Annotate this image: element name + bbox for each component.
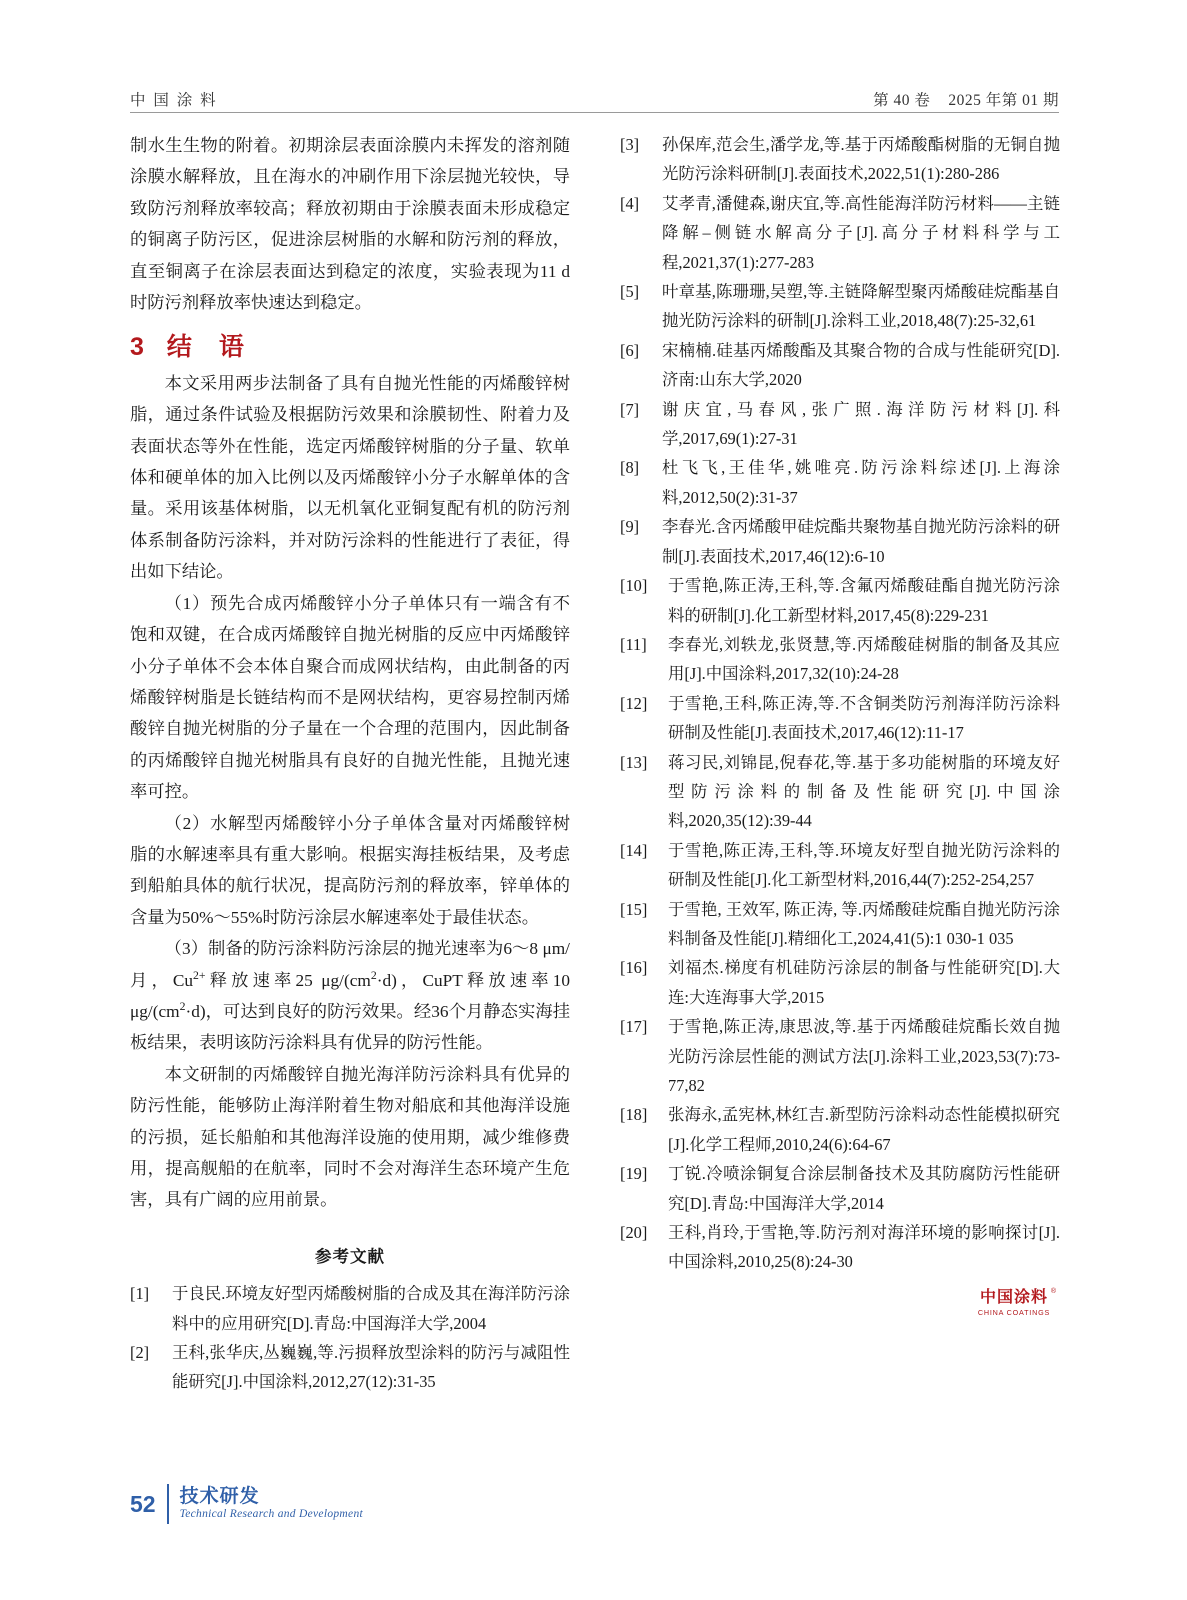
reference-item [620,130,1060,189]
section-heading [130,332,570,363]
reference-item [620,748,1060,836]
reference-number: [8] [620,458,640,478]
reference-item [620,689,1060,748]
reference-item [620,895,1060,954]
reference-number: [15] [620,899,648,919]
reference-text: 王科,肖玲,于雪艳,等.防污剂对海洋环境的影响探讨[J].中国涂料,2010,25(8):24-30 [668,1223,1060,1272]
section-number: 3 [130,333,145,362]
reference-item [130,1338,570,1397]
p4-sup2: 2 [370,968,377,982]
reference-text: 艾孝青,潘健森,谢庆宜,等.高性能海洋防污材料——主链降解–侧链水解高分子[J].高分子材料科学与工程,2021,37(1):277-283 [662,193,1060,272]
reference-item [620,1012,1060,1100]
reference-item [620,953,1060,1012]
reference-number: [10] [620,576,648,596]
logo-cn-text: 中国涂料 [979,1289,1048,1306]
reference-number: [19] [620,1164,648,1184]
reference-text: 于良民.环境友好型丙烯酸树脂的合成及其在海洋防污涂料中的应用研究[D].青岛:中国海洋大学,2004 [172,1284,570,1333]
reference-item [620,836,1060,895]
reference-item [620,1218,1060,1277]
reference-text: 于雪艳,陈正涛,康思波,等.基于丙烯酸硅烷酯长效自抛光防污涂层性能的测试方法[J].涂料工业,2023,53(7):73-77,82 [668,1017,1060,1095]
continued-paragraph: 制水生生物的附着。初期涂层表面涂膜内未挥发的溶剂随涂膜水解释放，且在海水的冲刷作用下涂层抛光较快，导致防污剂释放率较高；释放初期由于涂膜表面未形成稳定的铜离子防污区，促进涂层树脂的水解和防污剂的释放，直至铜离子在涂层表面达到稳定的浓度，实验表现为11 d时防污剂释放率快速达到稳定。 [130,136,570,313]
header-divider [130,112,1059,113]
p4-sup1: 2+ [193,968,206,982]
reference-item [620,571,1060,630]
reference-item [620,1100,1060,1159]
reference-number: [11] [620,634,647,654]
publisher-logo [968,1290,1060,1316]
reference-number: [1] [130,1284,150,1304]
section-title: 结 语 [166,333,254,362]
reference-number: [17] [620,1017,648,1037]
logo-english-name: CHINA COATINGS [977,1307,1051,1317]
reference-number: [6] [620,340,640,360]
p4-sup3: 2 [179,1000,186,1014]
reference-text: 蒋习民,刘锦昆,倪春花,等.基于多功能树脂的环境友好型防污涂料的制备及性能研究[J].中国涂料,2020,35(12):39-44 [668,752,1060,831]
reference-item [620,189,1060,277]
reference-number: [7] [620,399,640,419]
reference-text: 李春光.含丙烯酸甲硅烷酯共聚物基自抛光防污涂料的研制[J].表面技术,2017,46(12):6-10 [662,517,1060,566]
volume-label: 第 40 卷 [873,92,931,109]
p4-part2: 释放速率25 μg/(cm [205,970,371,990]
trademark-icon: ® [1050,1288,1057,1295]
reference-number: [20] [620,1223,648,1243]
running-header [130,80,1059,110]
reference-text: 杜飞飞,王佳华,姚唯亮.防污涂料综述[J].上海涂料,2012,50(2):31-37 [662,458,1060,507]
reference-text: 丁锐.冷喷涂铜复合涂层制备技术及其防腐防污性能研究[D].青岛:中国海洋大学,2014 [668,1164,1060,1213]
reference-number: [14] [620,840,648,860]
issue-label: 2025 年第 01 期 [948,92,1059,109]
reference-text: 李春光,刘轶龙,张贤慧,等.丙烯酸硅树脂的制备及其应用[J].中国涂料,2017,32(10):24-28 [668,634,1060,684]
reference-item [620,453,1060,512]
right-column [620,130,1060,1277]
reference-item [620,630,1060,689]
p4-part4: ·d)，可达到良好的防污效果。经36个月静态实海挂板结果，表明该防污涂料具有优异的防污性能。 [130,1001,570,1053]
left-column [130,130,570,1397]
references-list-left [130,1279,570,1397]
reference-text: 王科,张华庆,丛巍巍,等.污损释放型涂料的防污与减阻性能研究[J].中国涂料,2012,27(12):31-35 [172,1343,570,1392]
conclusion-paragraph-4 [130,933,570,1059]
reference-number: [12] [620,693,648,713]
reference-item [620,512,1060,571]
footer-section-en: Technical Research and Development [179,1508,363,1521]
references-heading: 参考文献 [315,1247,385,1266]
footer-section [180,1486,363,1521]
reference-text: 孙保库,范会生,潘学龙,等.基于丙烯酸酯树脂的无铜自抛光防污涂料研制[J].表面技术,2022,51(1):280-286 [662,135,1060,184]
conclusion-paragraph-2: （1）预先合成丙烯酸锌小分子单体只有一端含有不饱和双键，在合成丙烯酸锌自抛光树脂的反应中丙烯酸锌小分子单体不会本体自聚合而成网状结构，由此制备的丙烯酸锌树脂是长链结构而不是网状结构，更容易控制丙烯酸锌自抛光树脂的分子量在一个合理的范围内，因此制备的丙烯酸锌自抛光树脂具有良好的自抛光性能，且抛光速率可控。 [130,593,570,802]
reference-number: [16] [620,958,648,978]
reference-item [620,277,1060,336]
conclusion-paragraph-1: 本文采用两步法制备了具有自抛光性能的丙烯酸锌树脂，通过条件试验及根据防污效果和涂膜韧性、附着力及表面状态等外在性能，选定丙烯酸锌树脂的分子量、软单体和硬单体的加入比例以及丙烯酸锌小分子水解单体的含量。采用该基体树脂，以无机氧化亚铜复配有机的防污剂体系制备防污涂料，并对防污涂料的性能进行了表征，得出如下结论。 [130,373,570,582]
reference-item [620,336,1060,395]
reference-text: 张海永,孟宪林,林红吉.新型防污涂料动态性能模拟研究[J].化学工程师,2010,24(6):64-67 [668,1105,1060,1154]
reference-number: [2] [130,1343,150,1363]
page-footer [130,1480,363,1528]
reference-text: 刘福杰.梯度有机硅防污涂层的制备与性能研究[D].大连:大连海事大学,2015 [668,958,1060,1007]
reference-text: 于雪艳,王科,陈正涛,等.不含铜类防污剂海洋防污涂料研制及性能[J].表面技术,2017,46(12):11-17 [668,693,1060,743]
p4-part3: ·d)，CuPT释放速率10 μg/(cm [130,970,570,1021]
reference-text: 谢庆宜,马春风,张广照.海洋防污材料[J].科学,2017,69(1):27-31 [662,399,1060,449]
footer-section-cn: 技术研发 [179,1486,260,1508]
volume-issue [873,88,1059,110]
footer-divider [167,1484,169,1524]
reference-item [620,395,1060,454]
reference-text: 于雪艳, 王效军, 陈正涛, 等.丙烯酸硅烷酯自抛光防污涂料制备及性能[J].精细化工,2024,41(5):1 030-1 035 [668,899,1060,948]
reference-text: 叶章基,陈珊珊,吴塑,等.主链降解型聚丙烯酸硅烷酯基自抛光防污涂料的研制[J].涂料工业,2018,48(7):25-32,61 [662,282,1060,331]
conclusion-paragraph-5: 本文研制的丙烯酸锌自抛光海洋防污涂料具有优异的防污性能，能够防止海洋附着生物对船底和其他海洋设施的污损，延长船舶和其他海洋设施的使用期，减少维修费用，提高舰船的在航率，同时不会对海洋生态环境产生危害，具有广阔的应用前景。 [130,1064,570,1210]
reference-text: 宋楠楠.硅基丙烯酸酯及其聚合物的合成与性能研究[D].济南:山东大学,2020 [662,340,1060,390]
reference-number: [13] [620,752,648,772]
reference-number: [5] [620,282,640,302]
reference-item [130,1279,570,1338]
reference-text: 于雪艳,陈正涛,王科,等.含氟丙烯酸硅酯自抛光防污涂料的研制[J].化工新型材料,2017,45(8):229-231 [668,576,1060,625]
reference-number: [18] [620,1105,648,1125]
journal-name: 中 国 涂 料 [130,92,218,109]
reference-number: [9] [620,517,640,537]
reference-text: 于雪艳,陈正涛,王科,等.环境友好型自抛光防污涂料的研制及性能[J].化工新型材料,2016,44(7):252-254,257 [668,840,1060,890]
conclusion-paragraph-3: （2）水解型丙烯酸锌小分子单体含量对丙烯酸锌树脂的水解速率具有重大影响。根据实海挂板结果，及考虑到船舶具体的航行状况，提高防污剂的释放率，锌单体的含量为50%～55%时防污涂层水解速率处于最佳状态。 [130,813,570,927]
logo-chinese-name [979,1288,1057,1307]
reference-number: [3] [620,135,640,154]
references-list-right [620,130,1060,1277]
reference-number: [4] [620,193,640,213]
reference-item [620,1159,1060,1218]
page-number: 52 [130,1490,156,1517]
p4-part1: （3）制备的防污涂料防污涂层的抛光速率为6～8 μm/月，Cu [130,939,570,990]
